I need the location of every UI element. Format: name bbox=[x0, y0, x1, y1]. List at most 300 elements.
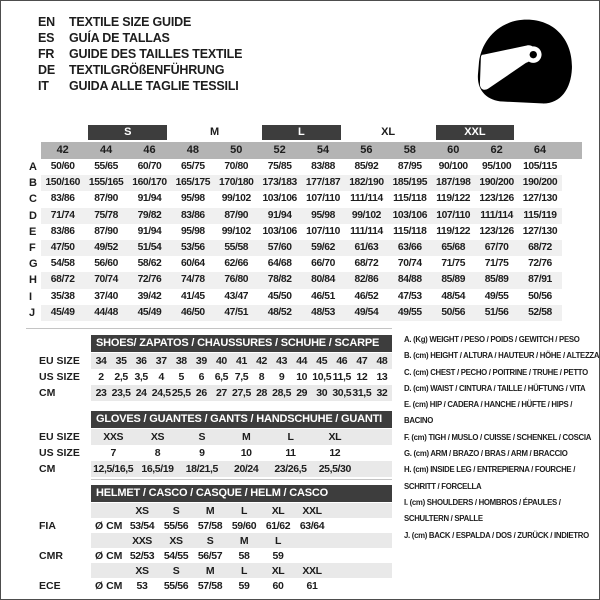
helmet-size-label: XS bbox=[135, 504, 149, 517]
language-row bbox=[38, 30, 242, 46]
size-group-l: L bbox=[262, 125, 341, 140]
measurement-value: 107/110 bbox=[432, 208, 475, 224]
size-row bbox=[26, 369, 392, 385]
size-value: 24 bbox=[135, 387, 147, 399]
helmet-value-row bbox=[26, 518, 392, 533]
size-value: 9 bbox=[199, 447, 205, 459]
measurement-value: 75/78 bbox=[84, 208, 127, 224]
size-value: 25,5/30 bbox=[318, 463, 351, 475]
measurement-value: 103/106 bbox=[262, 193, 297, 205]
language-title: TEXTILE SIZE GUIDE bbox=[69, 15, 192, 29]
size-value: 26 bbox=[195, 387, 207, 399]
textile-size-table bbox=[26, 124, 582, 321]
measurement-value: 150/160 bbox=[41, 175, 84, 191]
language-row bbox=[38, 14, 242, 30]
band-filler bbox=[562, 142, 582, 159]
helmet-table-rows bbox=[26, 503, 392, 593]
measurement-value: 187/198 bbox=[432, 175, 475, 191]
size-number: 64 bbox=[518, 142, 561, 159]
helmet-size-value: 61 bbox=[306, 579, 318, 592]
shoes-table-header bbox=[26, 335, 392, 352]
size-value: 27,5 bbox=[232, 387, 251, 399]
size-value: 46 bbox=[336, 355, 348, 367]
measurement-value: 127/130 bbox=[522, 193, 558, 205]
row-letter: D bbox=[29, 209, 37, 222]
measurement-value: 87/90 bbox=[94, 193, 118, 205]
helmet-size-row bbox=[26, 503, 392, 518]
header-spacer bbox=[26, 335, 91, 352]
row-label: CM bbox=[39, 387, 56, 399]
measurement-value: 190/200 bbox=[518, 175, 561, 191]
measurement-value: 35/38 bbox=[50, 290, 75, 302]
measurement-value: 91/94 bbox=[258, 208, 301, 224]
size-value: 23 bbox=[95, 387, 107, 399]
size-value: 6,5 bbox=[214, 371, 229, 383]
helmet-size-label: M bbox=[205, 504, 215, 517]
helmet-size-value: 54/55 bbox=[163, 549, 189, 562]
measurement-value: 83/86 bbox=[50, 193, 75, 205]
measurement-value: 72/76 bbox=[128, 272, 171, 288]
size-group-s: S bbox=[88, 125, 167, 140]
measurement-value: 71/75 bbox=[441, 258, 466, 270]
measurement-value: 43/47 bbox=[224, 290, 249, 302]
measurement-value: 80/84 bbox=[301, 272, 344, 288]
size-value: 10 bbox=[240, 447, 252, 459]
size-value: 13 bbox=[376, 371, 388, 383]
measurement-value: 44/48 bbox=[84, 305, 127, 321]
measurement-row bbox=[26, 305, 582, 321]
measurement-value: 68/72 bbox=[41, 272, 84, 288]
measurement-value: 49/54 bbox=[345, 305, 388, 321]
size-value: 29 bbox=[296, 387, 308, 399]
size-value: 32 bbox=[376, 387, 388, 399]
measurement-value: 160/170 bbox=[128, 175, 171, 191]
size-row bbox=[26, 429, 392, 445]
measurement-value: 50/56 bbox=[432, 305, 475, 321]
language-row bbox=[38, 62, 242, 78]
language-title: GUIDA ALLE TAGLIE TESSILI bbox=[69, 79, 239, 93]
size-value: 34 bbox=[95, 355, 107, 367]
size-value: XS bbox=[150, 431, 165, 443]
size-group-m: M bbox=[209, 126, 220, 138]
measurement-value: 115/118 bbox=[393, 225, 427, 237]
row-label: EU SIZE bbox=[39, 431, 80, 443]
standard-label: FIA bbox=[39, 519, 56, 532]
standard-label: ECE bbox=[39, 579, 61, 592]
measurement-value: 60/64 bbox=[180, 258, 205, 270]
measurement-value: 47/51 bbox=[215, 305, 258, 321]
size-value: 7 bbox=[110, 447, 116, 459]
row-letter: H bbox=[29, 274, 37, 287]
helmet-size-value: 63/64 bbox=[299, 519, 325, 532]
size-value: 31,5 bbox=[352, 387, 372, 399]
measurement-value: 70/74 bbox=[84, 272, 127, 288]
size-number: 48 bbox=[171, 142, 214, 159]
helmet-size-label: L bbox=[240, 504, 247, 517]
row-cells bbox=[91, 503, 392, 518]
size-number: 56 bbox=[345, 142, 388, 159]
size-value: 28 bbox=[256, 387, 267, 399]
size-value: 30 bbox=[316, 387, 328, 399]
measurement-value: 46/51 bbox=[311, 290, 335, 302]
legend-item: B. (cm) HEIGHT / ALTURA / HAUTEUR / HÖHE / ALTEZZA bbox=[404, 351, 600, 361]
size-value: 20/24 bbox=[234, 463, 259, 475]
measurement-value: 111/114 bbox=[475, 208, 518, 224]
size-number: 44 bbox=[84, 142, 127, 159]
diameter-unit: Ø CM bbox=[95, 549, 123, 562]
size-value: 5 bbox=[178, 371, 184, 383]
helmet-size-value: 57/58 bbox=[197, 519, 223, 532]
measurement-value: 51/54 bbox=[128, 240, 171, 256]
size-value: 12,5/16,5 bbox=[93, 463, 134, 475]
measurement-value: 155/165 bbox=[84, 175, 127, 191]
helmet-size-value: 56/57 bbox=[197, 549, 223, 562]
measurement-value: 54/58 bbox=[50, 258, 75, 270]
legend-item: J. (cm) BACK / ESPALDA / DOS / ZURÜCK / INDIETRO bbox=[404, 530, 589, 540]
measurement-row bbox=[26, 159, 582, 175]
helmet-size-label: M bbox=[239, 534, 249, 547]
measurement-value: 47/50 bbox=[41, 240, 84, 256]
measurement-value: 79/82 bbox=[128, 208, 171, 224]
helmet-value-row bbox=[26, 548, 392, 563]
measurement-value: 90/100 bbox=[438, 161, 468, 172]
row-letter: G bbox=[29, 258, 38, 271]
measurement-value: 83/88 bbox=[311, 161, 335, 172]
diameter-unit: Ø CM bbox=[95, 519, 123, 532]
size-group-xxl: XXL bbox=[436, 125, 515, 140]
measurement-value: 105/115 bbox=[523, 161, 557, 172]
measurement-value: 56/60 bbox=[94, 258, 118, 270]
helmet-size-value: 60 bbox=[272, 579, 284, 592]
measurement-value: 91/94 bbox=[137, 225, 162, 237]
size-value: 24,5 bbox=[151, 387, 171, 399]
helmet-size-label: XXL bbox=[302, 504, 322, 517]
legend-item: D. (cm) WAIST / CINTURA / TAILLE / HÜFTUNG / VITA bbox=[404, 383, 586, 393]
size-number: 50 bbox=[215, 142, 258, 159]
size-number: 54 bbox=[301, 142, 344, 159]
language-code: IT bbox=[38, 79, 49, 93]
measurement-value: 45/49 bbox=[128, 305, 171, 321]
measurement-value: 95/98 bbox=[180, 193, 205, 205]
measurement-value: 55/65 bbox=[94, 161, 118, 172]
size-value: 41 bbox=[236, 355, 247, 367]
helmet-table-title: HELMET / CASCO / CASQUE / HELM / CASCO bbox=[91, 485, 392, 502]
size-number: 52 bbox=[258, 142, 301, 159]
size-number: 62 bbox=[475, 142, 518, 159]
language-code: FR bbox=[38, 47, 55, 61]
size-value: 2 bbox=[98, 371, 104, 383]
measurement-row bbox=[26, 224, 582, 240]
row-cells bbox=[91, 548, 392, 563]
measurement-row bbox=[26, 240, 582, 256]
legend-item: A. (Kg) WEIGHT / PESO / POIDS / GEWITCH / PESO bbox=[404, 335, 580, 344]
helmet-size-value: 53 bbox=[136, 579, 148, 592]
measurement-value: 67/70 bbox=[475, 240, 518, 256]
measurement-value: 87/90 bbox=[215, 208, 258, 224]
size-value: 25,5 bbox=[171, 387, 191, 399]
measurement-value: 51/56 bbox=[475, 305, 518, 321]
size-value: 23/26,5 bbox=[274, 463, 307, 475]
size-value: 10 bbox=[296, 371, 308, 383]
size-value: 9 bbox=[278, 371, 285, 383]
measurement-value: 111/114 bbox=[350, 193, 383, 205]
size-value: L bbox=[287, 431, 294, 443]
measurement-value: 71/74 bbox=[41, 208, 84, 224]
helmet-size-label: XL bbox=[271, 504, 285, 517]
size-value: 7,5 bbox=[234, 371, 249, 383]
measurement-value: 39/42 bbox=[137, 290, 162, 302]
legend-item: G. (cm) ARM / BRAZO / BRAS / ARM / BRACCIO bbox=[404, 449, 568, 459]
size-value: 8 bbox=[258, 371, 265, 383]
measurement-value: 85/92 bbox=[354, 161, 379, 172]
measurement-value: 83/86 bbox=[171, 208, 214, 224]
row-cells bbox=[91, 369, 392, 385]
measurement-value: 99/102 bbox=[221, 225, 251, 237]
size-value: S bbox=[198, 431, 206, 443]
language-row bbox=[38, 78, 242, 94]
measurement-legend bbox=[404, 332, 600, 544]
row-letter: A bbox=[29, 161, 37, 173]
measurement-value: 65/68 bbox=[432, 240, 475, 256]
size-value: 18/21,5 bbox=[185, 463, 218, 475]
helmet-size-value: 57/58 bbox=[197, 579, 223, 592]
measurement-value: 52/58 bbox=[518, 305, 561, 321]
measurement-value: 68/72 bbox=[518, 240, 561, 256]
size-value: 8 bbox=[154, 447, 161, 459]
helmet-size-label: XS bbox=[135, 564, 149, 577]
size-row bbox=[26, 353, 392, 369]
helmet-size-label: XXL bbox=[302, 564, 322, 577]
language-code: EN bbox=[38, 15, 55, 29]
measurement-value: 64/68 bbox=[267, 258, 292, 270]
measurement-row bbox=[26, 208, 582, 224]
measurement-value: 48/53 bbox=[301, 305, 344, 321]
size-value: 45 bbox=[316, 355, 328, 367]
helmet-table-header bbox=[26, 485, 392, 502]
size-group-xl: XL bbox=[381, 126, 396, 138]
measurement-value: 190/200 bbox=[475, 175, 518, 191]
shoes-table-title: SHOES/ ZAPATOS / CHAUSSURES / SCHUHE / SCARPE bbox=[91, 335, 392, 352]
measurement-value: 48/54 bbox=[441, 290, 466, 302]
helmet-size-value: 61/62 bbox=[265, 519, 291, 532]
measurement-value: 83/86 bbox=[50, 225, 75, 237]
gloves-table-rule bbox=[91, 479, 392, 480]
measurement-value: 87/90 bbox=[94, 225, 118, 237]
helmet-size-row bbox=[26, 563, 392, 578]
helmet-size-row bbox=[26, 533, 392, 548]
measurement-value: 58/62 bbox=[137, 258, 162, 270]
legend-item: C. (cm) CHEST / PECHO / POITRINE / TRUHE / PETTO bbox=[404, 367, 588, 377]
measurement-value: 127/130 bbox=[522, 225, 558, 237]
measurement-row bbox=[26, 256, 582, 272]
size-value: 35 bbox=[115, 355, 127, 367]
measurement-value: 85/89 bbox=[432, 272, 475, 288]
size-row bbox=[26, 461, 392, 477]
language-title: GUÍA DE TALLAS bbox=[69, 31, 170, 45]
size-value: 42 bbox=[256, 355, 267, 367]
measurement-value: 47/53 bbox=[397, 290, 422, 302]
size-number: 58 bbox=[388, 142, 431, 159]
measurement-value: 119/122 bbox=[436, 193, 471, 205]
language-title: TEXTILGRÖßENFÜHRUNG bbox=[69, 63, 225, 77]
measurement-value: 91/94 bbox=[137, 193, 162, 205]
size-value: 27 bbox=[215, 387, 227, 399]
measurement-value: 48/52 bbox=[258, 305, 301, 321]
language-code: DE bbox=[38, 63, 55, 77]
size-value: 40 bbox=[215, 355, 227, 367]
helmet-size-label: S bbox=[172, 504, 180, 517]
legend-item: H. (cm) INSIDE LEG / ENTREPIERNA / FOURCHE / SCHRITT / FORCELLA bbox=[404, 465, 576, 491]
measurement-value: 49/52 bbox=[84, 240, 127, 256]
helmet-size-value: 59 bbox=[238, 579, 250, 592]
measurement-value: 111/114 bbox=[350, 225, 383, 237]
row-cells bbox=[91, 385, 392, 401]
measurement-value: 63/66 bbox=[388, 240, 431, 256]
size-value: 36 bbox=[135, 355, 147, 367]
helmet-size-value: 52/53 bbox=[129, 549, 155, 562]
size-number: 42 bbox=[41, 142, 84, 159]
measurement-value: 74/78 bbox=[171, 272, 214, 288]
size-group-row bbox=[26, 124, 582, 141]
helmet-size-label: L bbox=[274, 534, 281, 547]
size-value: 16,5/19 bbox=[141, 463, 174, 475]
measurement-value: 85/89 bbox=[475, 272, 518, 288]
helmet-size-label: XL bbox=[271, 564, 285, 577]
row-cells bbox=[91, 578, 392, 593]
row-letter: I bbox=[29, 290, 33, 303]
helmet-table bbox=[26, 485, 392, 593]
size-value: 11 bbox=[285, 447, 296, 459]
measurement-value: 95/98 bbox=[301, 208, 344, 224]
measurement-value: 50/60 bbox=[50, 161, 75, 172]
measurement-value: 66/70 bbox=[311, 258, 335, 270]
measurement-value: 115/119 bbox=[518, 208, 561, 224]
gloves-table-rows bbox=[26, 429, 392, 477]
legend-item: F. (cm) TIGH / MUSLO / CUISSE / SCHENKEL / COSCIA bbox=[404, 432, 592, 442]
measurement-value: 62/66 bbox=[224, 258, 249, 270]
size-value: 10,5 bbox=[312, 371, 332, 383]
size-value: 48 bbox=[376, 355, 388, 367]
measurement-value: 55/58 bbox=[215, 240, 258, 256]
size-value: M bbox=[241, 431, 251, 443]
size-value: 11,5 bbox=[332, 371, 351, 383]
language-title: GUIDE DES TAILLES TEXTILE bbox=[69, 47, 243, 61]
measurement-value: 84/88 bbox=[388, 272, 431, 288]
measurement-value: 50/56 bbox=[528, 290, 552, 302]
size-value: 6 bbox=[198, 371, 205, 383]
row-letter: B bbox=[29, 177, 37, 190]
helmet-size-value: 55/56 bbox=[163, 519, 189, 532]
standard-label: CMR bbox=[39, 549, 63, 562]
measurement-value: 123/126 bbox=[479, 193, 514, 205]
row-letter: J bbox=[29, 306, 36, 319]
measurement-row bbox=[26, 191, 582, 207]
helmet-size-value: 53/54 bbox=[129, 519, 155, 532]
helmet-icon bbox=[469, 16, 581, 108]
size-number-row bbox=[26, 142, 582, 159]
language-list bbox=[38, 14, 242, 94]
row-letter: C bbox=[29, 193, 37, 206]
diameter-unit: Ø CM bbox=[95, 579, 123, 592]
helmet-value-row bbox=[26, 578, 392, 593]
measurement-value: 103/106 bbox=[388, 208, 431, 224]
helmet-size-label: L bbox=[240, 564, 247, 577]
measurement-value: 123/126 bbox=[479, 225, 514, 237]
size-value: 3,5 bbox=[134, 371, 148, 383]
measurement-value: 68/72 bbox=[354, 258, 379, 270]
measurement-value: 46/52 bbox=[354, 290, 379, 302]
helmet-size-value: 58 bbox=[238, 549, 250, 562]
size-value: XXS bbox=[103, 431, 124, 443]
measurement-value: 99/102 bbox=[221, 193, 251, 205]
measurement-value: 46/50 bbox=[171, 305, 214, 321]
size-value: 37 bbox=[155, 355, 167, 367]
gloves-table-header bbox=[26, 411, 392, 428]
measurement-value: 87/95 bbox=[397, 161, 422, 172]
measurement-value: 99/102 bbox=[345, 208, 388, 224]
measurement-value: 49/55 bbox=[484, 290, 509, 302]
measurement-value: 61/63 bbox=[345, 240, 388, 256]
size-value: 12 bbox=[329, 447, 341, 459]
helmet-icon-graphic bbox=[469, 16, 581, 108]
language-row bbox=[38, 46, 242, 62]
measurement-value: 170/180 bbox=[215, 175, 258, 191]
size-number: 46 bbox=[128, 142, 171, 159]
shoes-table-rows bbox=[26, 353, 392, 401]
measurement-value: 65/75 bbox=[180, 161, 205, 172]
row-letter: F bbox=[29, 241, 36, 254]
row-label: US SIZE bbox=[39, 447, 80, 459]
header-spacer bbox=[26, 485, 91, 502]
measurement-value: 71/75 bbox=[484, 258, 509, 270]
measurement-value: 177/187 bbox=[301, 175, 344, 191]
measurement-value: 45/50 bbox=[267, 290, 292, 302]
size-value: 38 bbox=[175, 355, 187, 367]
measurement-value: 59/62 bbox=[301, 240, 344, 256]
measurement-value: 185/195 bbox=[388, 175, 431, 191]
row-letter: E bbox=[29, 225, 37, 238]
size-value: 4 bbox=[158, 371, 164, 383]
row-label: EU SIZE bbox=[39, 355, 80, 367]
measurement-value: 76/80 bbox=[215, 272, 258, 288]
measurement-value: 75/85 bbox=[267, 161, 292, 172]
measurement-value: 72/76 bbox=[528, 258, 552, 270]
legend-item: E. (cm) HIP / CADERA / HANCHE / HÜFTE / HIPS / BACINO bbox=[404, 400, 573, 426]
measurement-value: 53/56 bbox=[171, 240, 214, 256]
measurement-row bbox=[26, 272, 582, 288]
measurement-value: 70/80 bbox=[224, 161, 249, 172]
measurement-value: 95/98 bbox=[180, 225, 205, 237]
size-value: 43 bbox=[276, 355, 288, 367]
size-value: 30,5 bbox=[332, 387, 352, 399]
measurement-value: 173/183 bbox=[258, 175, 301, 191]
size-value: 28,5 bbox=[272, 387, 292, 399]
helmet-size-value: 59 bbox=[272, 549, 284, 562]
size-value: 2,5 bbox=[114, 371, 128, 383]
measurement-value: 103/106 bbox=[262, 225, 297, 237]
shoes-table bbox=[26, 335, 392, 401]
gloves-table-title: GLOVES / GUANTES / GANTS / HANDSCHUHE / GUANTI bbox=[91, 411, 392, 428]
helmet-size-label: S bbox=[172, 564, 180, 577]
size-value: 39 bbox=[195, 355, 207, 367]
lower-tables bbox=[26, 328, 392, 593]
measurement-value: 115/118 bbox=[393, 193, 427, 205]
size-value: 47 bbox=[356, 355, 368, 367]
size-value: 12 bbox=[356, 371, 368, 383]
helmet-size-value: 55/56 bbox=[163, 579, 189, 592]
measurement-value: 78/82 bbox=[258, 272, 301, 288]
measurement-value: 165/175 bbox=[171, 175, 214, 191]
